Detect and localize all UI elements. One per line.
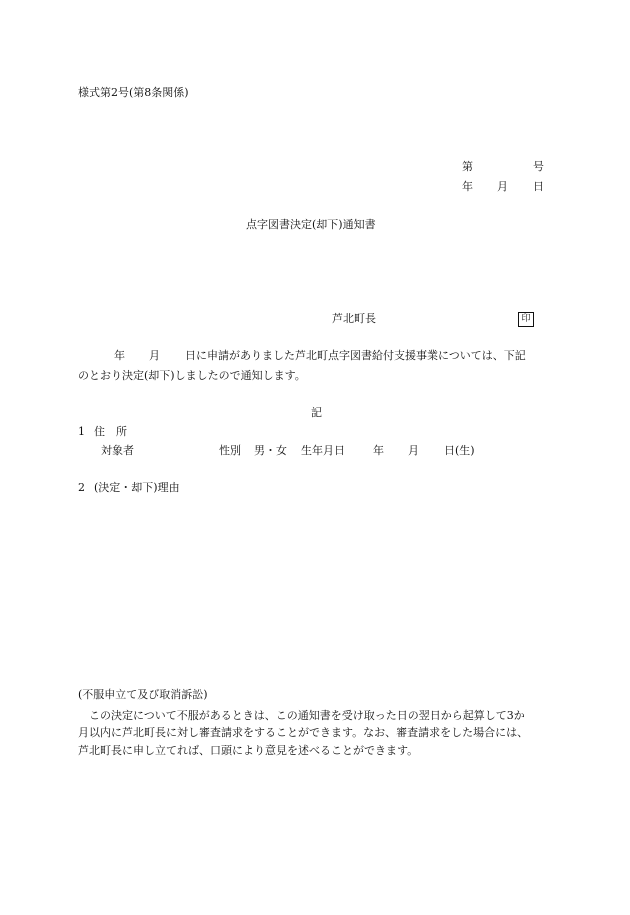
appeal-line-3: 芦北町長に申し立てれば、口頭により意見を述べることができます。 [78,744,419,757]
body-blank-month: 月 [149,349,160,362]
appeal-line-1: この決定について不服があるときは、この通知書を受け取った日の翌日から起算して3か [89,709,525,722]
body-line-2: のとおり決定(却下)しましたので通知します。 [78,369,306,382]
subject-label: 対象者 [101,444,134,457]
document-title: 点字図書決定(却下)通知書 [246,218,376,231]
birth-label: 生年月日 [301,444,345,457]
item2-label: (決定・却下)理由 [94,481,180,494]
body-blank-year: 年 [114,349,125,362]
item2-number: 2 [78,481,85,494]
item1-label: 住 所 [94,425,127,438]
ki-heading: 記 [311,406,322,419]
gender-label: 性別 [219,444,241,457]
number-prefix: 第 [462,160,473,173]
gender-options: 男・女 [254,444,287,457]
date-day: 日 [533,180,544,193]
birth-day: 日(生) [444,444,475,457]
issuer-name: 芦北町長 [332,312,376,325]
seal-mark: 印 [518,312,534,327]
form-label: 様式第2号(第8条関係) [78,86,189,99]
birth-month: 月 [408,444,419,457]
number-suffix: 号 [533,160,544,173]
appeal-heading: (不服申立て及び取消訴訟) [78,688,208,701]
body-line-1: 日に申請がありました芦北町点字図書給付支援事業については、下記 [185,349,526,362]
appeal-line-2: 月以内に芦北町長に対し審査請求をすることができます。なお、審査請求をした場合には、 [78,726,529,739]
birth-year: 年 [373,444,384,457]
item1-number: 1 [78,425,85,438]
date-month: 月 [497,180,508,193]
date-year: 年 [462,180,473,193]
